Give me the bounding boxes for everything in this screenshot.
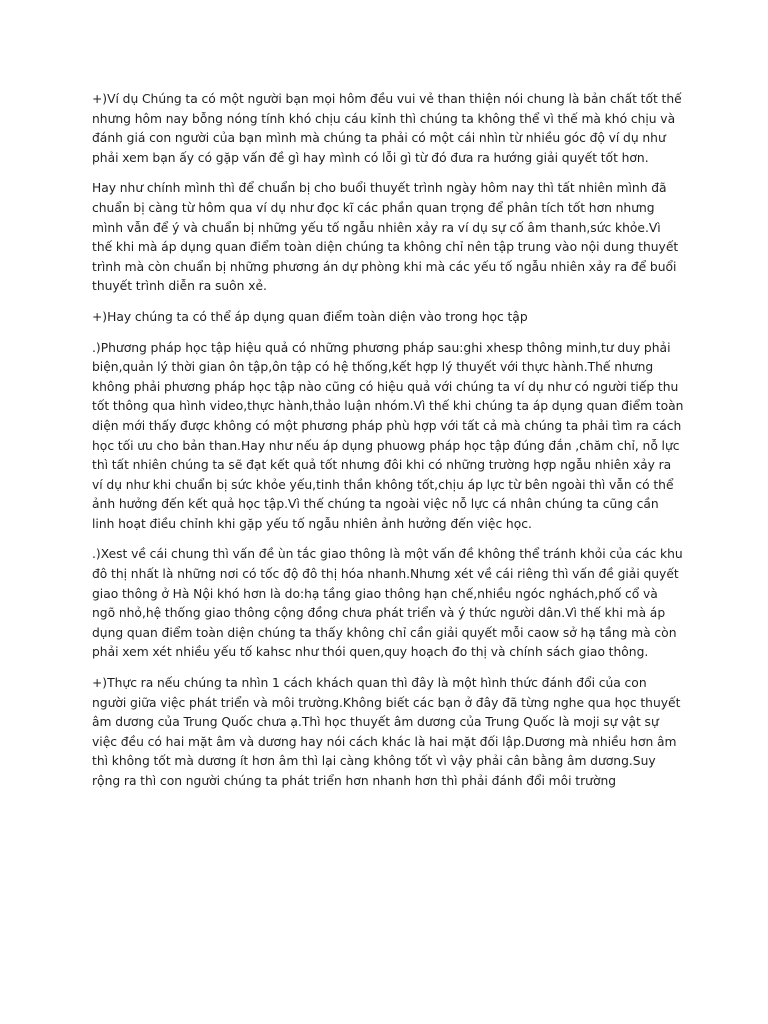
paragraph-example-friend: +)Ví dụ Chúng ta có một người bạn mọi hôm đều vui vẻ than thiện nói chung là bản chất tốt thế nhưng hôm nay bỗng nóng tính khó chịu cáu kỉnh thì chúng ta không thể vì thế mà khó chịu và đánh giá con người của bạn mình mà chúng ta phải có một cái nhìn từ nhiều góc độ ví dụ như phải xem bạn ấy có gặp vấn đề gì hay mình có lỗi gì từ đó đưa ra hướng giải quyết tốt hơn. [92, 92, 682, 165]
paragraph-study-methods: .)Phương pháp học tập hiệu quả có những phương pháp sau:ghi xhesp thông minh,tư duy phải biện,quản lý thời gian ôn tập,ôn tập có hệ thống,kết hợp lý thuyết với thực hành.Thế nhưng không phải phương pháp học tập nào cũng có hiệu quả với chúng ta ví dụ như có người tiếp thu tốt thông qua hình video,thực hành,thảo luận nhóm.Vì thế khi chúng ta áp dụng quan điểm toàn diện mới thấy được không có một phương pháp phù hợp với tất cả mà chúng ta phải tìm ra cách học tối ưu cho bản than.Hay như nếu áp dụng phuowg pháp học tập đúng đắn ,chăm chỉ, nỗ lực thì tất nhiên chúng ta sẽ đạt kết quả tốt nhưng đôi khi có những trường hợp ngẫu nhiên xảy ra ví dụ như khi chuẩn bị sức khỏe yếu,tinh thần không tốt,chịu áp lực từ bên ngoài thì vẫn có thể ảnh hưởng đến kết quả học tập.Vì thế chúng ta ngoài việc nỗ lực cá nhân chúng ta cũng cần linh hoạt điều chỉnh khi gặp yếu tố ngẫu nhiên ảnh hưởng đến việc học. [92, 340, 684, 531]
paragraph-study-intro: +)Hay chúng ta có thể áp dụng quan điểm toàn diện vào trong học tập [92, 309, 528, 324]
paragraph-traffic: .)Xest về cái chung thì vấn đề ùn tắc giao thông là một vấn đề không thể tránh khỏi của các khu đô thị nhất là những nơi có tốc độ đô thị hóa nhanh.Nhưng xét về cái riêng thì vấn đề giải quyết giao thông ở Hà Nội khó hơn là do:hạ tầng giao thông hạn chế,nhiều ngóc nghách,phố cổ và ngõ nhỏ,hệ thống giao thông cộng đồng chưa phát triển và ý thức người dân.Vì thế khi mà áp dụng quan điểm toàn diện chúng ta thấy không chỉ cần giải quyết mỗi caow sở hạ tầng mà còn phải xem xét nhiều yếu tố kahsc như thói quen,quy hoạch đo thị và chính sách giao thông. [92, 547, 683, 660]
paragraph-yin-yang: +)Thực ra nếu chúng ta nhìn 1 cách khách quan thì đây là một hình thức đánh đổi của con người giữa việc phát triển và môi trường.Không biết các bạn ở đây đã từng nghe qua học thuyết âm dương của Trung Quốc chưa ạ.Thì học thuyết âm dương của Trung Quốc là moji sự vật sự việc đều có hai mặt âm và dương hay nói cách khác là hai mặt đối lập.Dương mà nhiều hơn âm thì không tốt mà dương ít hơn âm thì lại càng không tốt vì vậy phải cân bằng âm dương.Suy rộng ra thì con người chúng ta phát triển hơn nhanh hơn thì phải đánh đổi môi trường [92, 676, 681, 788]
document-page [92, 90, 684, 803]
paragraph-presentation-preparation: Hay như chính mình thì để chuẩn bị cho buổi thuyết trình ngày hôm nay thì tất nhiên mình đã chuẩn bị càng từ hôm qua ví dụ như đọc kĩ các phần quan trọng để phân tích tốt hơn nhưng mình vẫn để ý và chuẩn bị những yếu tố ngẫu nhiên xảy ra ví dụ sự cố âm thanh,sức khỏe.Vì thế khi mà áp dụng quan điểm toàn diện chúng ta không chỉ nên tập trung vào nội dung thuyết trình mà còn chuẩn bị những phương án dự phòng khi mà các yếu tố ngẫu nhiên xảy ra để buổi thuyết trình diễn ra suôn xẻ. [92, 181, 679, 294]
